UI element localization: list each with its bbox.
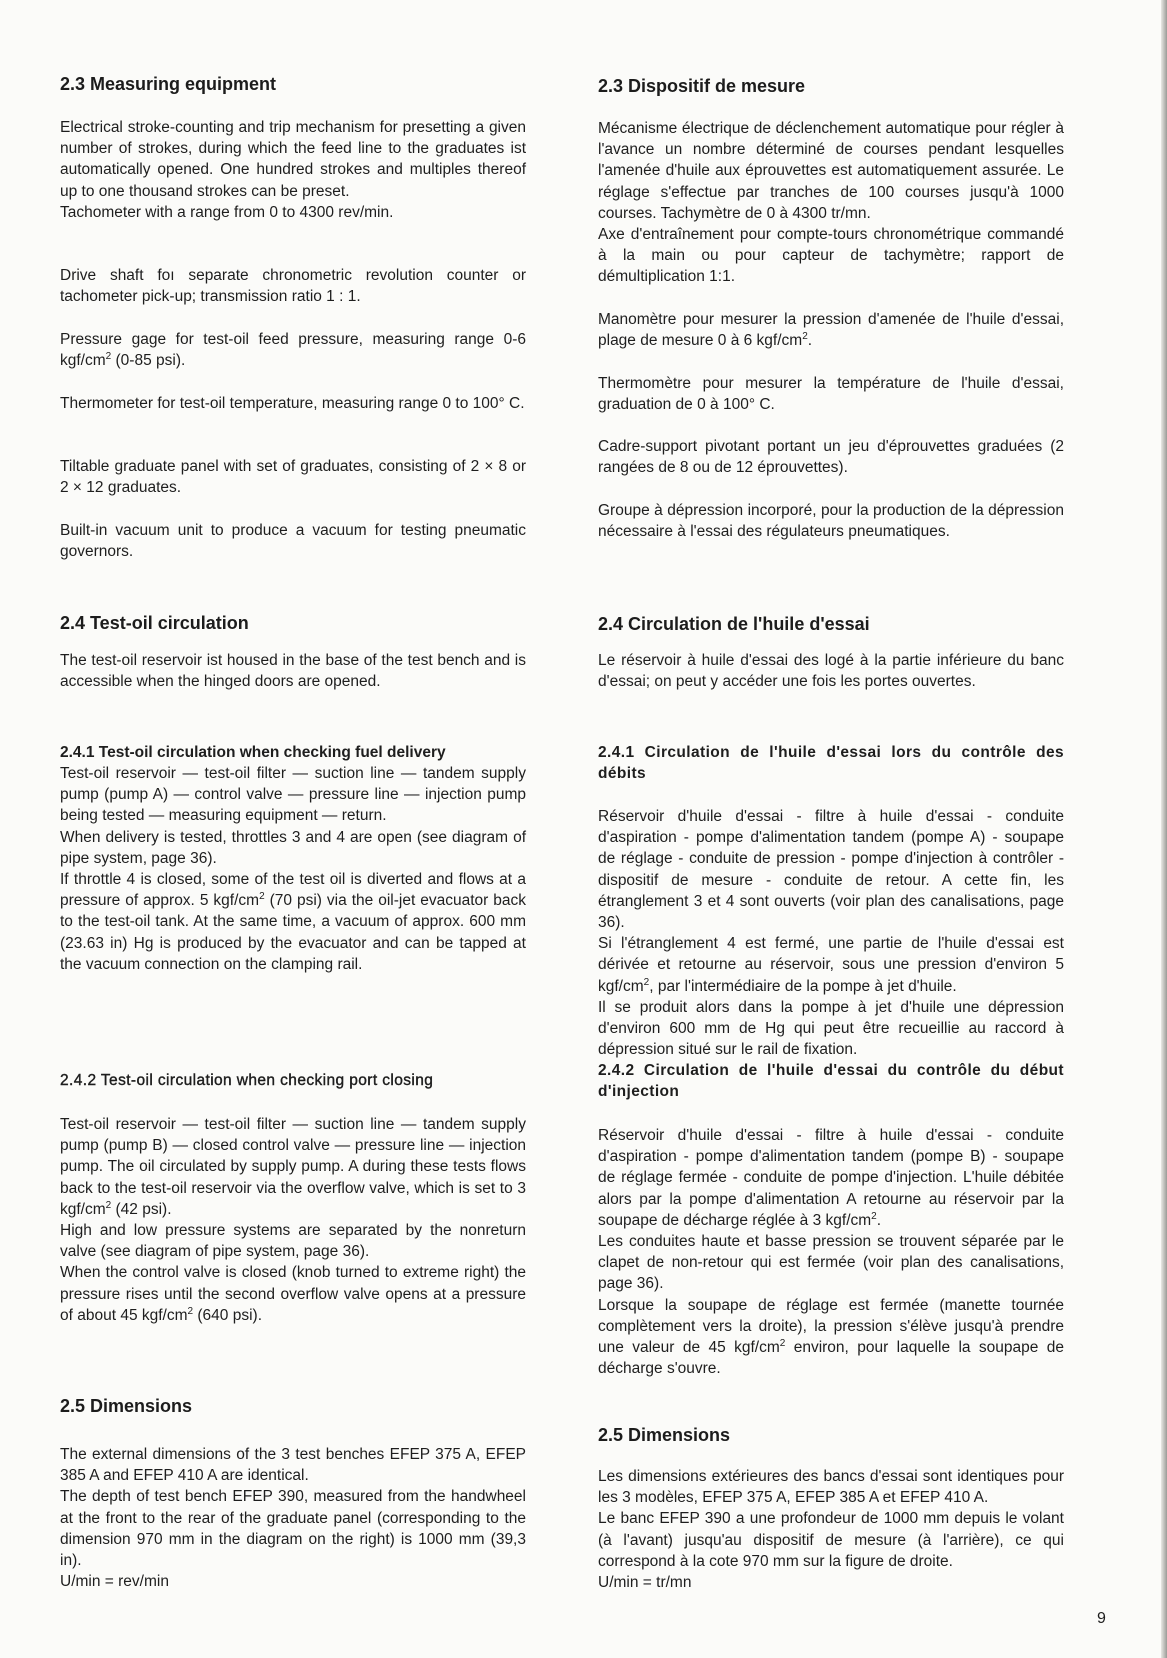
- section-2-3-title-fr: 2.3 Dispositif de mesure: [598, 76, 806, 96]
- section-2-3-title-en: 2.3 Measuring equipment: [60, 74, 277, 94]
- external-dimensions-text-fr: Les dimensions extérieures des bancs d'essai sont identiques pour les 3 modèles, EFEP 375 A, EFEP 385 A et EFEP 410 A.: [598, 1468, 1064, 1507]
- pressure-gage-text-fr: Manomètre pour mesurer la pression d'amenée de l'huile d'essai, plage de mesure 0 à 6 kgf/$cm^2$.: [598, 311, 1064, 350]
- port-closing-path-text-en: Test-oil reservoir — test-oil filter — suction line — tandem supply pump (pump B) — closed control valve — pressure line — injection pump. The oil circulated by supply pump. A during these tests flows back to the test-oil reservoir via the overflow valve, which is set to 3 kgf/$cm^2$ (42 psi).: [60, 1116, 526, 1218]
- efep-390-depth-text-fr: Le banc EFEP 390 a une profondeur de 1000 mm depuis le volant (à l'avant) jusqu'au dispositif de mesure (à l'arrière), ce qui correspond à la cote 970 mm sur la figure de droite.: [598, 1510, 1064, 1570]
- section-2-3-intro-en: [60, 117, 526, 223]
- section-2-4-title-fr: 2.4 Circulation de l'huile d'essai: [598, 614, 870, 634]
- nonreturn-valve-text-fr: Les conduites haute et basse pression se trouvent séparée par le clapet de non-retour qui est fermée (voir plan des canalisations, page 36).: [598, 1233, 1064, 1293]
- drive-shaft-text-fr: Axe d'entraînement pour compte-tours chronométrique commandé à la main ou pour capteur de tachymètre; rapport de démultiplication 1:1.: [598, 226, 1064, 286]
- section-2-3-intro-fr: [598, 118, 1064, 288]
- tachometer-text-en: Tachometer with a range from 0 to 4300 rev/min.: [60, 203, 394, 221]
- section-2-4-1-title-fr: 2.4.1 Circulation de l'huile d'essai lors du contrôle des débits: [598, 744, 1064, 782]
- section-2-4-2-title-fr: 2.4.2 Circulation de l'huile d'essai du contrôle du début d'injection: [598, 1062, 1064, 1100]
- overflow-valve-text-en: When the control valve is closed (knob turned to extreme right) the pressure rises until the second overflow valve opens at a pressure of about 45 kgf/$cm^2$ (640 psi).: [60, 1264, 526, 1324]
- overflow-valve-text-fr: Lorsque la soupape de réglage est fermée (manette tournée complètement vers la droite), la pression s'élève jusqu'à prendre une valeur de 45 kgf/$cm^2$ environ, pour laquelle la soupape de décharge s'ouvre.: [598, 1296, 1064, 1378]
- graduate-panel-text-fr: Cadre-support pivotant portant un jeu d'éprouvettes graduées (2 rangées de 8 ou de 12 éprouvettes).: [598, 438, 1064, 477]
- circulation-path-text-en: Test-oil reservoir — test-oil filter — suction line — tandem supply pump (pump A) — control valve — pressure line — injection pump being tested — measuring equipment — return.: [60, 765, 526, 825]
- thermometer-text-en: Thermometer for test-oil temperature, measuring range 0 to 100° C.: [60, 395, 525, 412]
- section-2-4-2-title-en: 2.4.2 Test-oil circulation when checking port closing: [60, 1072, 434, 1089]
- section-2-5-body-fr: [598, 1466, 1064, 1593]
- drive-shaft-text-en: Drive shaft foı separate chronometric revolution counter or tachometer pick-up; transmission ratio 1 : 1.: [60, 267, 526, 306]
- stroke-counter-text-en: Electrical stroke-counting and trip mechanism for presetting a given number of strokes, during which the feed line to the graduates ist automatically opened. One hundred strokes and multiples thereof up to one thousand strokes can be preset.: [60, 119, 526, 200]
- port-closing-path-text-fr: Réservoir d'huile d'essai - filtre à huile d'essai - conduite d'aspiration - pompe d'alimentation tandem (pompe B) - soupape de réglage fermée - conduite de pompe d'injection. L'huile débitée alors par la pompe d'alimentation A retourne au réservoir par la soupape de décharge réglée à 3 kgf/$cm^2$.: [598, 1127, 1064, 1229]
- section-2-4-text-en: The test-oil reservoir ist housed in the base of the test bench and is accessible when the hinged doors are opened.: [60, 652, 526, 691]
- graduate-panel-text-en: Tiltable graduate panel with set of graduates, consisting of 2 × 8 or 2 × 12 graduates.: [60, 458, 526, 497]
- section-2-4-1-body-en: [60, 763, 526, 975]
- throttle-closed-text-fr: Si l'étranglement 4 est fermé, une partie de l'huile d'essai est dérivée et retourne au réservoir, sous une pression d'environ 5 kgf/$cm^2$, par l'intermédiaire de la pompe à jet d'huile.: [598, 935, 1064, 995]
- circulation-path-text-fr: Réservoir d'huile d'essai - filtre à huile d'essai - conduite d'aspiration - pompe d'alimentation tandem (pompe A) - soupape de réglage - conduite de pression - pompe d'injection à contrôler - dispositif de mesure - conduite de retour. A cette fin, les étranglement 3 et 4 sont ouverts (voir plan des canalisations, page 36).: [598, 808, 1064, 932]
- thermometer-text-fr: Thermomètre pour mesurer la température de l'huile d'essai, graduation de 0 à 100° C.: [598, 375, 1064, 414]
- throttle-closed-text-en: If throttle 4 is closed, some of the test oil is diverted and flows at a pressure of approx. 5 kgf/$cm^2$ (70 psi) via the oil-jet evacuator back to the test-oil tank. At the same time, a vacuum of approx. 600 mm (23.63 in) Hg is produced by the evacuator and can be tapped at the vacuum connection on the clamping rail.: [60, 871, 527, 973]
- section-2-4-text-fr: Le réservoir à huile d'essai des logé à la partie inférieure du banc d'essai; on peut y accéder une fois les portes ouvertes.: [598, 652, 1064, 691]
- section-2-4-1-title-en: 2.4.1 Test-oil circulation when checking fuel delivery: [60, 744, 446, 761]
- page-edge-shadow: [1161, 0, 1167, 1658]
- section-2-5-title-fr: 2.5 Dimensions: [598, 1425, 731, 1445]
- delivery-test-text-en: When delivery is tested, throttles 3 and 4 are open (see diagram of pipe system, page 36).: [60, 828, 526, 867]
- unit-note-text-en: U/min = rev/min: [60, 1573, 169, 1591]
- vacuum-text-fr: Il se produit alors dans la pompe à jet d'huile une dépression d'environ 600 mm de Hg qui peut être recueillie au raccord à dépression situé sur le rail de fixation.: [598, 998, 1064, 1059]
- nonreturn-valve-text-en: High and low pressure systems are separated by the nonreturn valve (see diagram of pipe system, page 36).: [60, 1222, 526, 1261]
- vacuum-unit-text-en: Built-in vacuum unit to produce a vacuum for testing pneumatic governors.: [60, 522, 526, 561]
- section-2-5-title-en: 2.5 Dimensions: [60, 1396, 193, 1416]
- section-2-4-title-en: 2.4 Test-oil circulation: [60, 613, 249, 633]
- section-2-5-body-en: [60, 1444, 526, 1592]
- section-2-4-2-body-en: [60, 1114, 526, 1326]
- section-2-4-1-body-fr: [598, 806, 1064, 1060]
- stroke-counter-text-fr: Mécanisme électrique de déclenchement automatique pour régler à l'avance un nombre déterminé de courses pendant lesquelles l'amenée d'huile aux éprouvettes est automatiquement assurée. Le réglage s'effectue par tranches de 100 courses jusqu'à 1000 courses. Tachymètre de 0 à 4300 tr/mn.: [598, 120, 1064, 222]
- unit-note-text-fr: U/min = tr/mn: [598, 1574, 692, 1592]
- page-number: 9: [1097, 1610, 1106, 1627]
- pressure-gage-text-en: Pressure gage for test-oil feed pressure, measuring range 0-6 kgf/$cm^2$ (0-85 psi).: [60, 331, 526, 370]
- external-dimensions-text-en: The external dimensions of the 3 test benches EFEP 375 A, EFEP 385 A and EFEP 410 A are identical.: [60, 1446, 526, 1485]
- vacuum-unit-text-fr: Groupe à dépression incorporé, pour la production de la dépression nécessaire à l'essai des régulateurs pneumatiques.: [598, 502, 1064, 541]
- section-2-4-2-body-fr: [598, 1125, 1064, 1379]
- efep-390-depth-text-en: The depth of test bench EFEP 390, measured from the handwheel at the front to the rear of the graduate panel (corresponding to the dimension 970 mm in the diagram on the right) is 1000 mm (39,3 in).: [60, 1488, 526, 1570]
